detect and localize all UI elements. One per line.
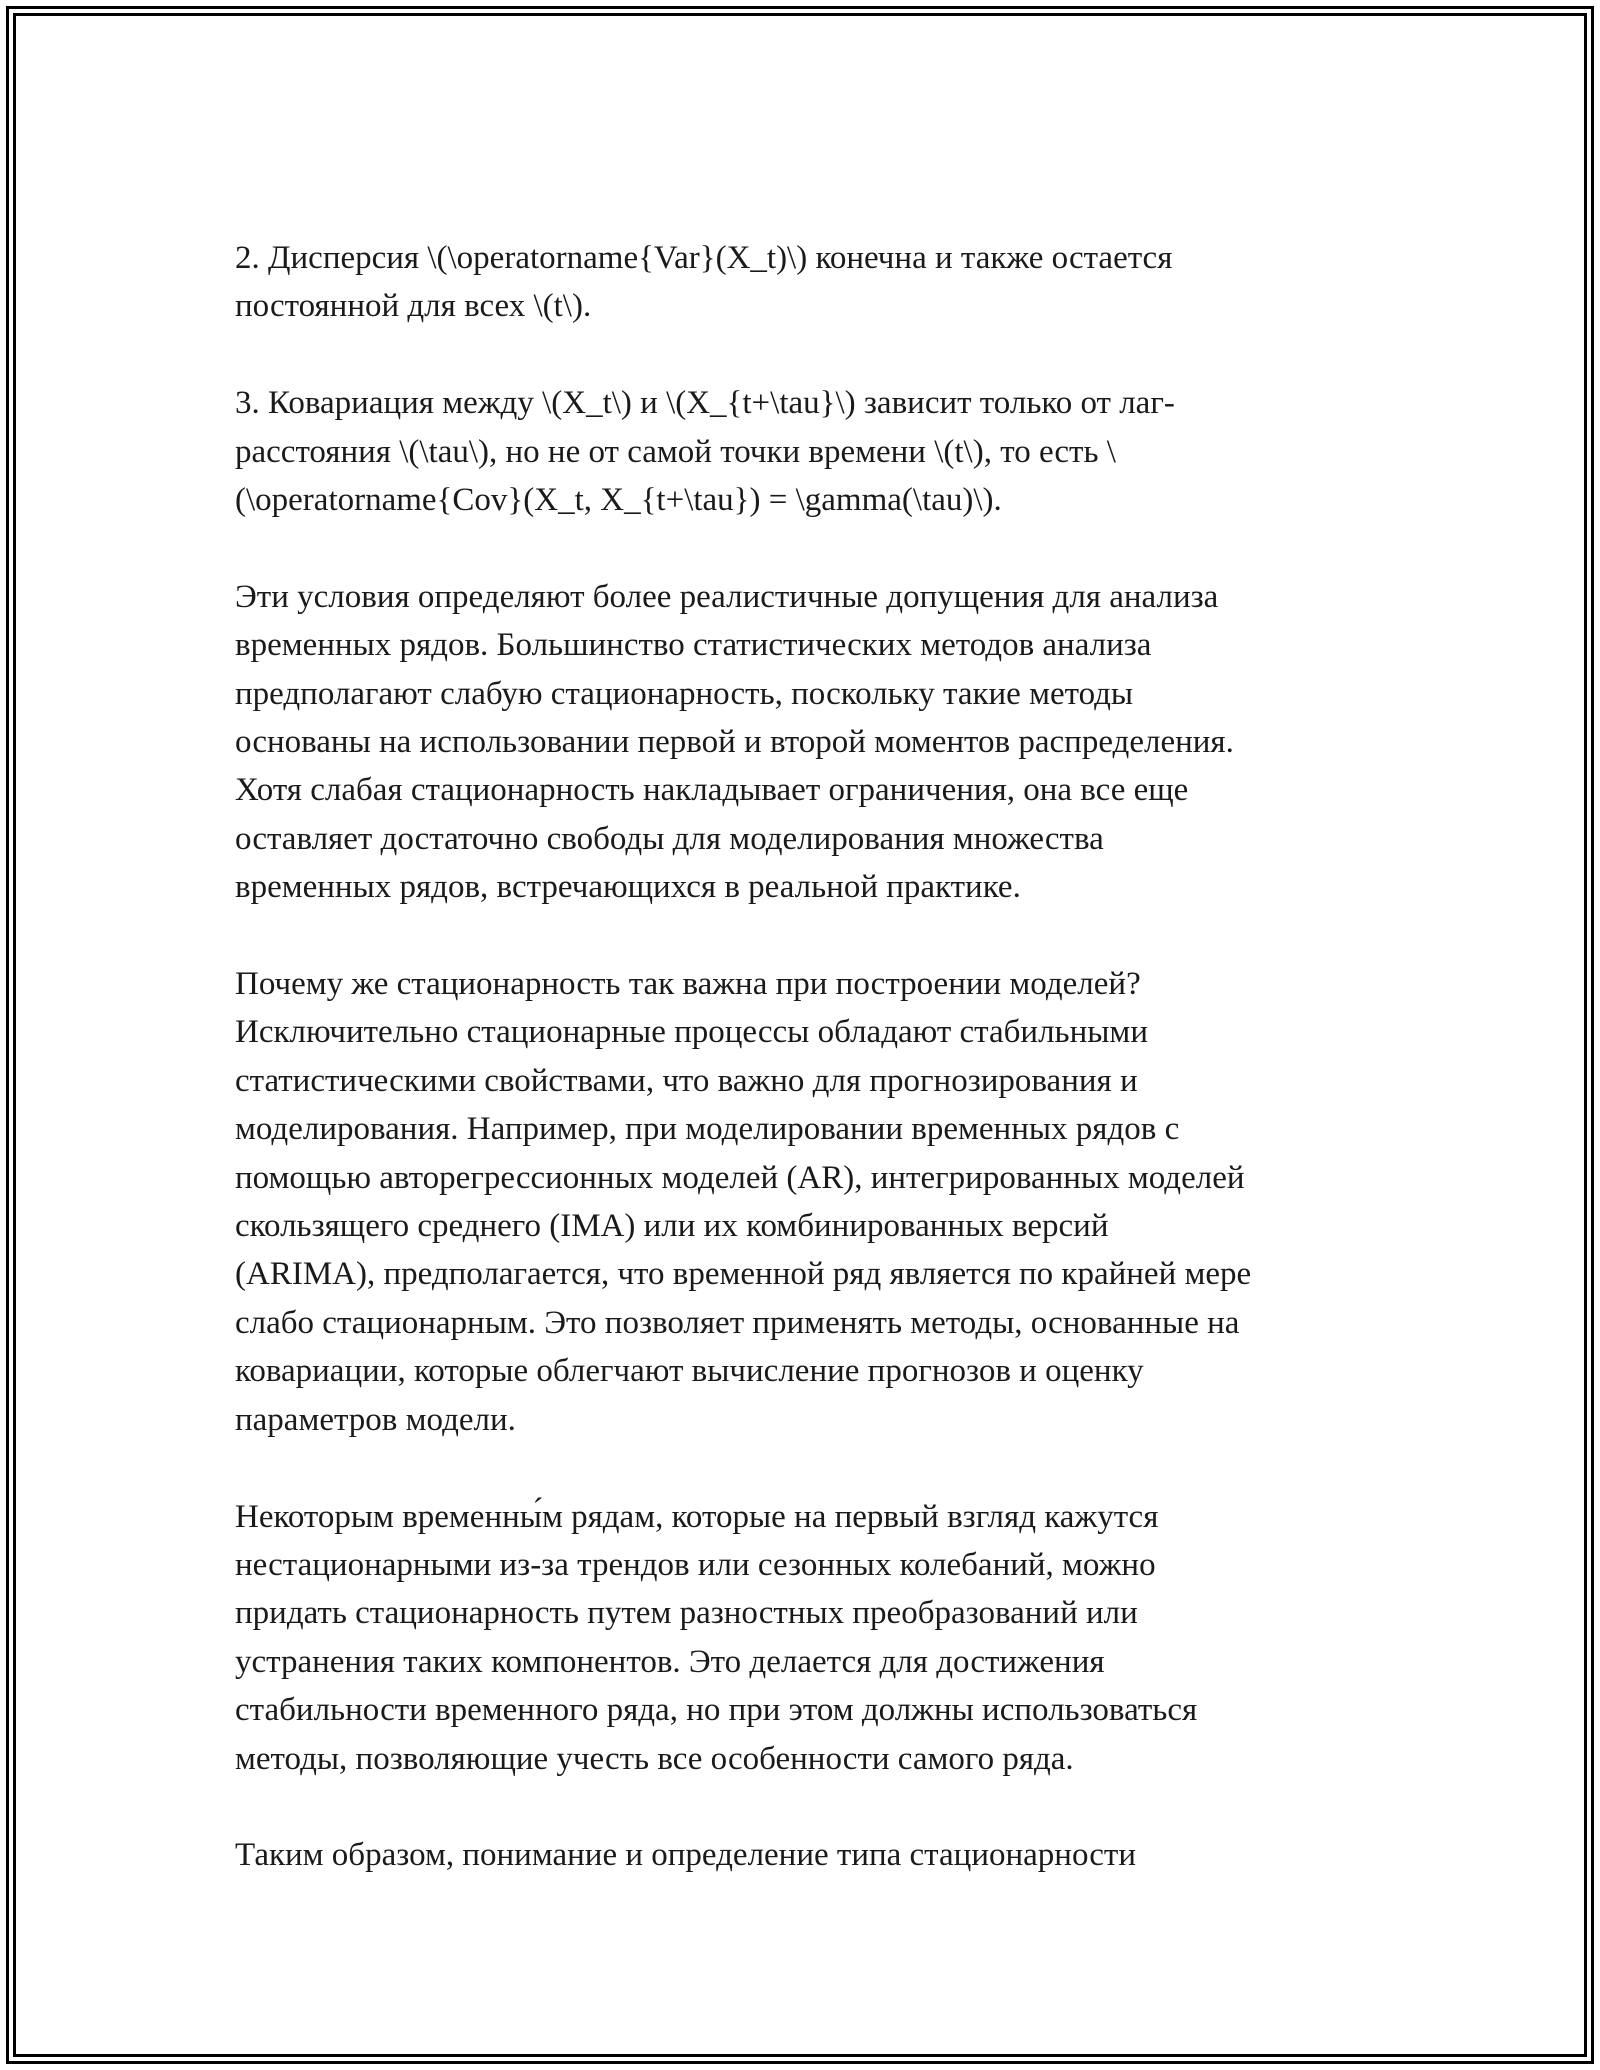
paragraph-transformations: Некоторым временны́м рядам, которые на первый взгляд кажутся нестационарными из-за трендов или сезонных колебаний, можно придать стационарность путем разностных преобразований или устранения таких компонентов. Это делается для достижения стабильности временного ряда, но при этом должны использоваться методы, позволяющие учесть все особенности самого ряда. (235, 1498, 1198, 1777)
paragraph-importance: Почему же стационарность так важна при построении моделей? Исключительно стационарные процессы обладают стабильными статистическими свойствами, что важно для прогнозирования и моделирования. Например, при моделировании временных рядов с помощью авторегрессионных моделей (AR), интегрированных моделей скользящего среднего (IMA) или их комбинированных версий (ARIMA), предполагается, что временной ряд является по крайней мере слабо стационарным. Это позволяет применять методы, основанные на ковариации, которые облегчают вычисление прогнозов и оценку параметров модели. (235, 966, 1252, 1438)
paragraph-variance-condition: 2. Дисперсия \(\operatorname{Var}(X_t)\) конечна и также остается постоянной для всех \(t\). (235, 240, 1173, 325)
document-body (235, 234, 1385, 1880)
paragraph-covariance-condition: 3. Ковариация между \(X_t\) и \(X_{t+\tau}\) зависит только от лаг- расстояния \(\tau\), но не от самой точки времени \(t\), то есть \ (\operatorname{Cov}(X_t, X_{t+\tau}) = \gamma(\tau)\). (235, 385, 1175, 519)
paragraph-weak-stationarity: Эти условия определяют более реалистичные допущения для анализа временных рядов. Большинство статистических методов анализа предполагают слабую стационарность, поскольку такие методы основаны на использовании первой и второй моментов распределения. Хотя слабая стационарность накладывает ограничения, она все еще оставляет достаточно свободы для моделирования множества временных рядов, встречающихся в реальной практике. (235, 578, 1234, 906)
paragraph-conclusion: Таким образом, понимание и определение типа стационарности (235, 1837, 1136, 1874)
